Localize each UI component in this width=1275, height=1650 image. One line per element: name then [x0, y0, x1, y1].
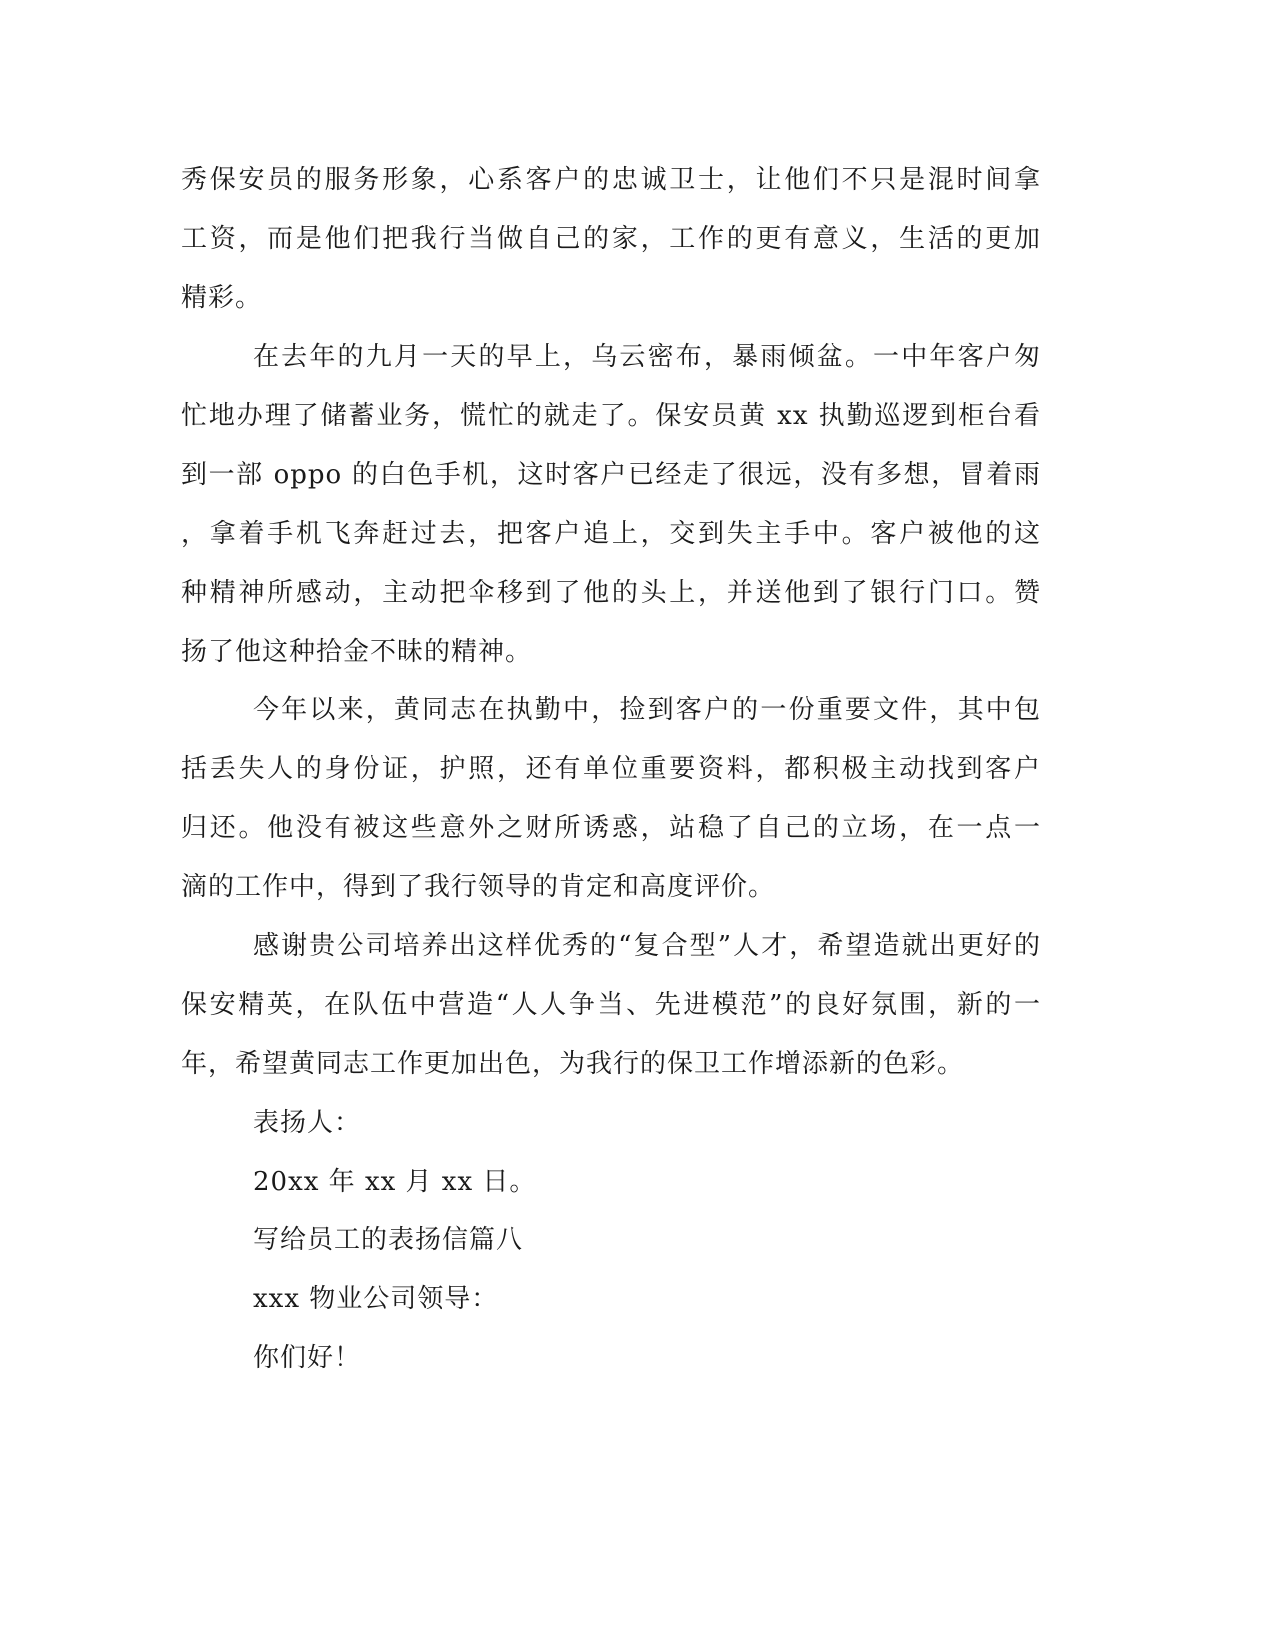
paragraph-first-line: 感谢贵公司培养出这样优秀的“复合型”人才，希望造就出更好的 [253, 931, 1041, 961]
text-line: 扬了他这种拾金不昧的精神。 [181, 637, 533, 667]
section-title: 写给员工的表扬信篇八 [253, 1225, 524, 1255]
paragraph-first-line: 今年以来，黄同志在执勤中，捡到客户的一份重要文件，其中包 [253, 695, 1041, 725]
text-line: 滴的工作中，得到了我行领导的肯定和高度评价。 [181, 872, 776, 902]
salutation: xxx 物业公司领导： [253, 1284, 499, 1314]
text-line: 工资，而是他们把我行当做自己的家，工作的更有意义，生活的更加 [181, 224, 1041, 254]
text-line: 忙地办理了储蓄业务，慌忙的就走了。保安员黄 xx 执勤巡逻到柜台看 [181, 401, 1041, 431]
text-line: 归还。他没有被这些意外之财所诱惑，站稳了自己的立场，在一点一 [181, 813, 1041, 843]
text-line: 年，希望黄同志工作更加出色，为我行的保卫工作增添新的色彩。 [181, 1049, 965, 1079]
text-line: 保安精英，在队伍中营造“人人争当、先进模范”的良好氛围，新的一 [181, 990, 1041, 1020]
text-line: 到一部 oppo 的白色手机，这时客户已经走了很远，没有多想，冒着雨 [181, 460, 1041, 490]
text-line: 种精神所感动，主动把伞移到了他的头上，并送他到了银行门口。赞 [181, 578, 1041, 608]
text-line: 秀保安员的服务形象，心系客户的忠诚卫士，让他们不只是混时间拿 [181, 165, 1041, 195]
text-line: ，拿着手机飞奔赶过去，把客户追上，交到失主手中。客户被他的这 [181, 519, 1041, 549]
praiser-label: 表扬人： [253, 1108, 362, 1138]
paragraph-first-line: 在去年的九月一天的早上，乌云密布，暴雨倾盆。一中年客户匆 [253, 342, 1041, 372]
text-line: 精彩。 [181, 283, 263, 313]
text-line: 括丢失人的身份证，护照，还有单位重要资料，都积极主动找到客户 [181, 754, 1041, 784]
greeting: 你们好！ [253, 1343, 362, 1373]
date-line: 20xx 年 xx 月 xx 日。 [253, 1167, 537, 1197]
